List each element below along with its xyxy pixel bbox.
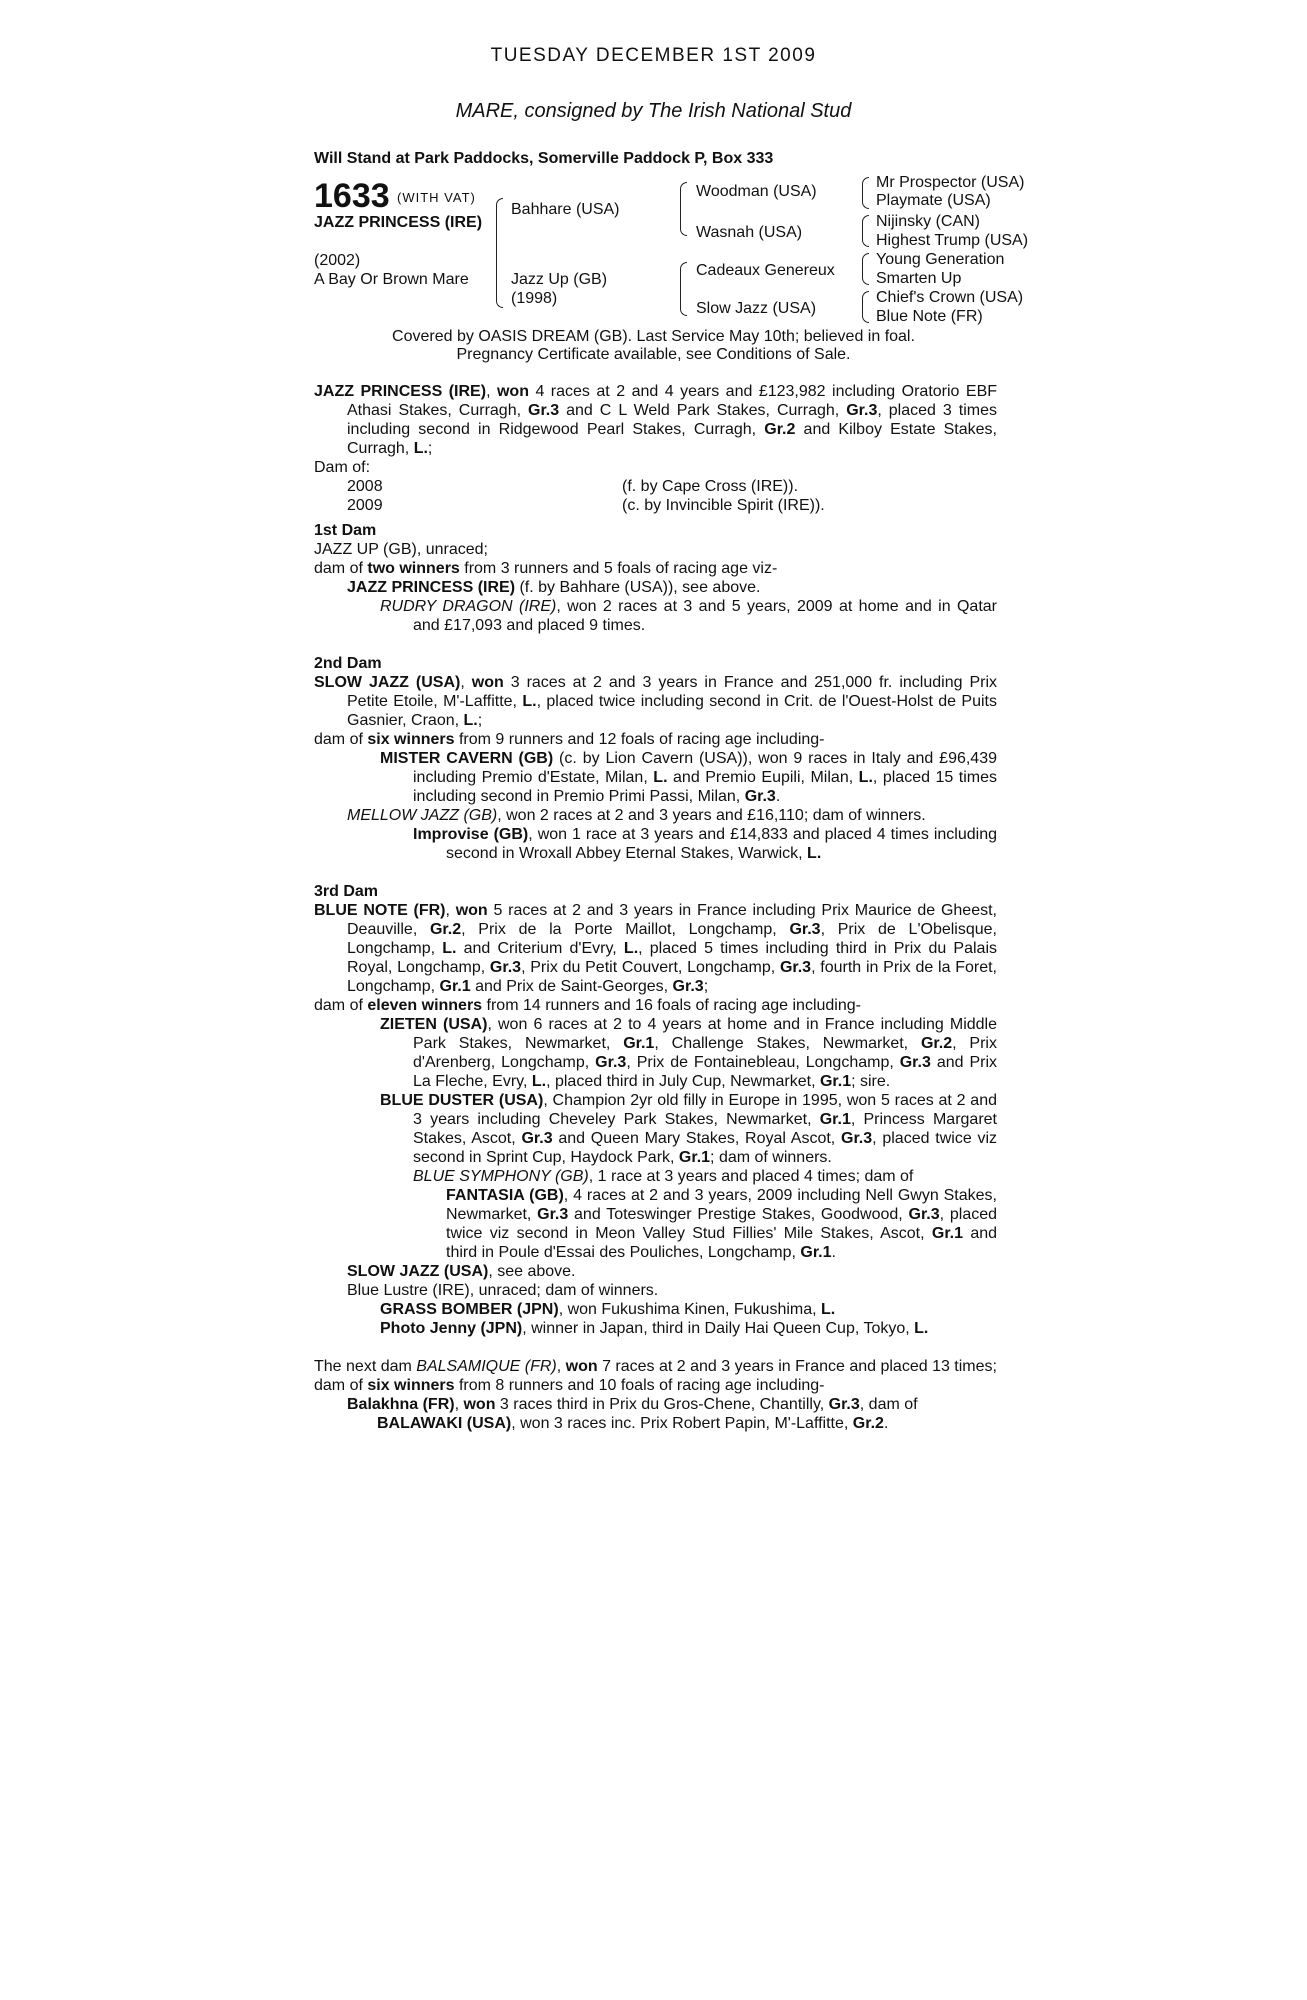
dam-of-text: dam of <box>314 997 368 1014</box>
grade-label: Gr.2 <box>920 1035 953 1052</box>
pedigree-gen3: Young Generation <box>876 251 1005 268</box>
progeny-text: ; dam of winners. <box>710 1149 832 1166</box>
progeny-name: MISTER CAVERN (GB) <box>380 750 554 767</box>
dam-of-label: Dam of: <box>314 459 371 476</box>
dam-of-text: dam of <box>314 731 368 748</box>
produce-row <box>314 496 997 515</box>
progeny-name: BLUE SYMPHONY (GB) <box>413 1168 589 1185</box>
produce-year: 2008 <box>347 478 383 495</box>
progeny-text: and third in Poule d'Essai des Pouliches, Longchamp, <box>446 1225 998 1261</box>
progeny-text: , placed third in July Cup, Newmarket, <box>546 1073 820 1090</box>
record-text: ; <box>427 440 433 457</box>
consignment-line: MARE, consigned by The Irish National Stud <box>455 100 852 122</box>
section-heading: 1st Dam <box>314 522 377 539</box>
horse-name-ref: JAZZ PRINCESS (IRE) <box>314 383 487 400</box>
progeny-text: and Premio Eupili, Milan, <box>667 769 859 786</box>
pedigree-gen2: Cadeaux Genereux <box>696 262 835 279</box>
progeny-text: . <box>883 1415 889 1432</box>
record-text: , <box>556 1358 566 1375</box>
grade-label: Gr.1 <box>819 1073 852 1090</box>
grade-label: Gr.2 <box>429 921 462 938</box>
progeny-text: (f. by Bahhare (USA)), see above. <box>515 579 761 596</box>
grade-label: Gr.1 <box>678 1149 711 1166</box>
pregnancy-line: Pregnancy Certificate available, see Conditions of Sale. <box>456 346 851 363</box>
grade-label: L. <box>821 1301 836 1318</box>
record-text: 5 races at 2 and 3 years in France including Prix Maurice de Gheest, Deauville, <box>347 902 997 938</box>
pedigree-brace <box>496 198 503 308</box>
pedigree-gen3: Mr Prospector (USA) <box>876 174 1025 191</box>
grade-label: Gr.3 <box>521 1130 553 1147</box>
grade-label: L. <box>807 845 822 862</box>
grade-label: Gr.2 <box>852 1415 884 1432</box>
grade-label: Gr.1 <box>819 1111 851 1128</box>
grade-label: L. <box>531 1073 547 1090</box>
pedigree-brace <box>862 253 869 285</box>
grade-label: Gr.3 <box>528 402 560 419</box>
grade-label: L. <box>623 940 639 957</box>
record-text: and Prix de Saint-Georges, <box>470 978 673 995</box>
pedigree-brace <box>680 262 687 316</box>
pedigree-gen3: Chief's Crown (USA) <box>876 289 1024 306</box>
pedigree-brace <box>862 215 869 247</box>
record-text: , Prix de L'Obelisque, Longchamp, <box>347 921 997 957</box>
progeny-text: , won 2 races at 2 and 3 years and £16,110; dam of winners. <box>497 807 926 824</box>
pedigree-brace <box>862 291 869 323</box>
pedigree-sire: Bahhare (USA) <box>511 201 620 218</box>
progeny-text: , placed twice viz second in Sprint Cup, Haydock Park, <box>413 1130 998 1166</box>
won-label: won <box>471 674 504 691</box>
progeny-text: , 4 races at 2 and 3 years, 2009 including Nell Gwyn Stakes, Newmarket, <box>446 1187 997 1223</box>
grade-label: L. <box>858 769 873 786</box>
progeny-text: ; sire. <box>851 1073 891 1090</box>
horse-description: A Bay Or Brown Mare <box>314 271 469 288</box>
record-text: and Kilboy Estate Stakes, Curragh, <box>347 421 997 457</box>
pedigree-gen2: Slow Jazz (USA) <box>696 300 817 317</box>
lot-number: 1633 <box>314 177 390 215</box>
second-dam-section: 2nd Dam SLOW JAZZ (USA), won 3 races at 2 and 3 years in France and 251,000 fr. including Prix Petite Etoile, M'-Laffitte, L., placed twice including second in Crit. de l'Ouest-Holst de Puits Gasnier, Craon, L.; dam of six winners from 9 runners and 12 foals of racing age including- MISTER CAVERN (GB) (c. by Lion Cavern (USA)), won 9 races in Italy and £96,439 including Premio d'Estate, Milan, L. and Premio Eupili, Milan, L., placed 15 times including second in Premio Primi Passi, Milan, Gr.3. MELLOW JAZZ (GB), won 2 races at 2 and 3 years and £16,110; dam of winners. Improvise (GB), won 1 race at 3 years and £14,833 and placed 4 times including second in Wroxall Abbey Eternal Stakes, Warwick, L. <box>314 655 998 862</box>
record-text: , placed 5 times including third in Prix du Palais Royal, Longchamp, <box>347 940 998 976</box>
won-label: won <box>463 1396 496 1413</box>
grade-label: Gr.3 <box>672 978 704 995</box>
progeny-name: GRASS BOMBER (JPN) <box>380 1301 559 1318</box>
record-text: , placed 3 times including second in Ridgewood Pearl Stakes, Curragh, <box>347 402 997 438</box>
progeny-name: RUDRY DRAGON (IRE) <box>380 598 557 615</box>
grade-label: Gr.3 <box>828 1396 860 1413</box>
progeny-text: , Prix d'Arenberg, Longchamp, <box>413 1035 997 1071</box>
progeny-text: , see above. <box>488 1263 576 1280</box>
winners-count: six winners <box>367 731 455 748</box>
record-text: 4 races at 2 and 4 years and £123,982 including Oratorio EBF Athasi Stakes, Curragh, <box>347 383 998 419</box>
pedigree-gen2: Woodman (USA) <box>696 183 817 200</box>
won-label: won <box>496 383 529 400</box>
produce-desc: (f. by Cape Cross (IRE)). <box>622 478 799 495</box>
grade-label: Gr.1 <box>623 1035 655 1052</box>
dam-name: SLOW JAZZ (USA) <box>314 674 461 691</box>
record-text: , Prix de la Porte Maillot, Longchamp, <box>461 921 790 938</box>
grade-label: Gr.3 <box>841 1130 873 1147</box>
won-label: won <box>455 902 488 919</box>
record-text: The next dam <box>314 1358 417 1375</box>
pedigree-gen3: Blue Note (FR) <box>876 308 983 325</box>
progeny-text: , won 3 races inc. Prix Robert Papin, M'-Laffitte, <box>511 1415 853 1432</box>
grade-label: Gr.1 <box>439 978 471 995</box>
pedigree-gen3: Smarten Up <box>876 270 962 287</box>
third-dam-section: 3rd Dam BLUE NOTE (FR), won 5 races at 2 and 3 years in France including Prix Maurice de Gheest, Deauville, Gr.2, Prix de la Porte Maillot, Longchamp, Gr.3, Prix de L'Obelisque, Longchamp, L. and Criterium d'Evry, L., placed 5 times including third in Prix du Palais Royal, Longchamp, Gr.3, Prix du Petit Couvert, Longchamp, Gr.3, fourth in Prix de la Foret, Longchamp, Gr.1 and Prix de Saint-Georges, Gr.3; dam of eleven winners from 14 runners and 16 foals of racing age including- ZIETEN (USA), won 6 races at 2 to 4 years at home and in France including Middle Park Stakes, Newmarket, Gr.1, Challenge Stakes, Newmarket, Gr.2, Prix d'Arenberg, Longchamp, Gr.3, Prix de Fontainebleau, Longchamp, Gr.3 and Prix La Fleche, Evry, L., placed third in July Cup, Newmarket, Gr.1; sire. BLUE DUSTER (USA), Champion 2yr old filly in Europe in 1995, won 5 races at 2 and 3 years including Cheveley Park Stakes, Newmarket, Gr.1, Princess Margaret Stakes, Ascot, Gr.3 and Queen Mary Stakes, Royal Ascot, Gr.3, placed twice viz second in Sprint Cup, Haydock Park, Gr.1; dam of winners. BLUE SYMPHONY (GB), 1 race at 3 years and placed 4 times; dam of FANTASIA (GB), 4 races at 2 and 3 years, 2009 including Nell Gwyn Stakes, Newmarket, Gr.3 and Toteswinger Prestige Stakes, Goodwood, Gr.3, placed twice viz second in Meon Valley Stud Fillies' Mile Stakes, Ascot, Gr.1 and third in Poule d'Essai des Pouliches, Longchamp, Gr.1. SLOW JAZZ (USA), see above. Blue Lustre (IRE), unraced; dam of winners. GRASS BOMBER (JPN), won Fukushima Kinen, Fukushima, L. Photo Jenny (JPN), winner in Japan, third in Daily Hai Queen Cup, Tokyo, L. <box>314 883 998 1337</box>
dam-of-text: from 8 runners and 10 foals of racing age including- <box>454 1377 825 1394</box>
grade-label: Gr.3 <box>537 1206 569 1223</box>
first-dam-line: JAZZ UP (GB), unraced; <box>314 541 488 558</box>
progeny-line: Blue Lustre (IRE), unraced; dam of winners. <box>347 1282 659 1299</box>
dam-of-text: from 3 runners and 5 foals of racing age viz- <box>459 560 778 577</box>
progeny-name: FANTASIA (GB) <box>446 1187 564 1204</box>
dam-name: BALSAMIQUE (FR) <box>416 1358 557 1375</box>
sale-date: TUESDAY DECEMBER 1ST 2009 <box>490 45 817 66</box>
progeny-text: , winner in Japan, third in Daily Hai Queen Cup, Tokyo, <box>522 1320 915 1337</box>
covering-line: Covered by OASIS DREAM (GB). Last Service May 10th; believed in foal. <box>392 328 915 345</box>
progeny-text: , placed twice viz second in Meon Valley Stud Fillies' Mile Stakes, Ascot, <box>446 1206 998 1242</box>
dam-of-text: from 14 runners and 16 foals of racing age including- <box>482 997 861 1014</box>
progeny-text: , Prix de Fontainebleau, Longchamp, <box>626 1054 900 1071</box>
winners-count: two winners <box>367 560 460 577</box>
progeny-text: , dam of <box>859 1396 918 1413</box>
dam-of-text: from 9 runners and 12 foals of racing age including- <box>454 731 825 748</box>
progeny-text: (c. by Lion Cavern (USA)), won 9 races in Italy and £96,439 including Premio d'Estate, Milan, <box>413 750 998 786</box>
progeny-text: and Prix La Fleche, Evry, <box>413 1054 998 1090</box>
produce-row <box>314 477 997 496</box>
progeny-text: , won 6 races at 2 to 4 years at home and in France including Middle Park Stakes, Newmarket, <box>413 1016 997 1052</box>
next-dam-section: The next dam BALSAMIQUE (FR), won 7 races at 2 and 3 years in France and placed 13 times; dam of six winners from 8 runners and 10 foals of racing age including- Balakhna (FR), won 3 races third in Prix du Gros-Chene, Chantilly, Gr.3, dam of BALAWAKI (USA), won 3 races inc. Prix Robert Papin, M'-Laffitte, Gr.2. <box>314 1358 997 1432</box>
stand-location: Will Stand at Park Paddocks, Somerville Paddock P, Box 333 <box>314 150 774 167</box>
winners-count: eleven winners <box>367 997 483 1014</box>
balawaki-entry <box>314 1414 997 1433</box>
progeny-text: . <box>775 788 781 805</box>
progeny-text: 3 races third in Prix du Gros-Chene, Chantilly, <box>495 1396 829 1413</box>
grade-label: Gr.3 <box>489 959 522 976</box>
pedigree-gen2: Wasnah (USA) <box>696 224 803 241</box>
grade-label: Gr.3 <box>908 1206 940 1223</box>
progeny-name: SLOW JAZZ (USA) <box>347 1263 489 1280</box>
pedigree-dam-year: (1998) <box>511 290 558 307</box>
pedigree-brace <box>862 177 869 209</box>
vat-note: (WITH VAT) <box>397 190 476 205</box>
winners-count: six winners <box>367 1377 455 1394</box>
grade-label: L. <box>522 693 537 710</box>
produce-year: 2009 <box>347 497 383 514</box>
grade-label: Gr.3 <box>779 959 812 976</box>
progeny-name: MELLOW JAZZ (GB) <box>347 807 498 824</box>
grade-label: L. <box>463 712 478 729</box>
progeny-text: , Champion 2yr old filly in Europe in 1995, won 5 races at 2 and 3 years including Cheveley Park Stakes, Newmarket, <box>413 1092 997 1128</box>
covering-note <box>0 328 1307 364</box>
grade-label: L. <box>914 1320 929 1337</box>
grade-label: Gr.3 <box>744 788 776 805</box>
grade-label: L. <box>442 940 457 957</box>
grade-label: Gr.3 <box>595 1054 627 1071</box>
horse-year: (2002) <box>314 252 361 269</box>
pedigree-dam: Jazz Up (GB) <box>511 271 608 288</box>
grade-label: Gr.3 <box>846 402 878 419</box>
grade-label: L. <box>653 769 668 786</box>
pedigree-gen3: Nijinsky (CAN) <box>876 213 980 230</box>
record-text: ; <box>703 978 709 995</box>
pedigree-gen3: Playmate (USA) <box>876 192 991 209</box>
record-text: ; <box>477 712 483 729</box>
progeny-name: ZIETEN (USA) <box>380 1016 488 1033</box>
progeny-text: and Toteswinger Prestige Stakes, Goodwood, <box>568 1206 909 1223</box>
record-text: , fourth in Prix de la Foret, Longchamp, <box>347 959 998 995</box>
grade-label: Gr.3 <box>789 921 821 938</box>
grade-label: Gr.1 <box>800 1244 832 1261</box>
race-record: JAZZ PRINCESS (IRE), won 4 races at 2 and 4 years and £123,982 including Oratorio EBF Athasi Stakes, Curragh, Gr.3 and C L Weld Park Stakes, Curragh, Gr.3, placed 3 times including second in Ridgewood Pearl Stakes, Curragh, Gr.2 and Kilboy Estate Stakes, Curragh, L.; <box>314 383 998 457</box>
section-heading: 3rd Dam <box>314 883 379 900</box>
grade-label: Gr.2 <box>764 421 796 438</box>
record-text: and C L Weld Park Stakes, Curragh, <box>559 402 847 419</box>
progeny-name: BALAWAKI (USA) <box>377 1415 512 1432</box>
grade-label: Gr.3 <box>899 1054 931 1071</box>
progeny-text: , won Fukushima Kinen, Fukushima, <box>558 1301 822 1318</box>
produce-list <box>314 458 997 515</box>
progeny-name: Improvise (GB) <box>413 826 529 843</box>
progeny-name: BLUE DUSTER (USA) <box>380 1092 544 1109</box>
dam-of-text: dam of <box>314 560 368 577</box>
record-text: and Criterium d'Evry, <box>456 940 624 957</box>
progeny-text: , Princess Margaret Stakes, Ascot, <box>413 1111 998 1147</box>
progeny-text: . <box>831 1244 836 1261</box>
progeny-name: JAZZ PRINCESS (IRE) <box>347 579 516 596</box>
won-label: won <box>565 1358 598 1375</box>
progeny-text: , Challenge Stakes, Newmarket, <box>654 1035 921 1052</box>
fantasia-entry <box>314 1186 997 1262</box>
pedigree-brace <box>680 182 687 236</box>
progeny-text: , 1 race at 3 years and placed 4 times; dam of <box>588 1168 914 1185</box>
produce-desc: (c. by Invincible Spirit (IRE)). <box>622 497 825 514</box>
horse-name: JAZZ PRINCESS (IRE) <box>314 214 483 231</box>
record-text: 3 races at 2 and 3 years in France and 251,000 fr. including Prix Petite Etoile, M'-Laffitte, <box>347 674 998 710</box>
first-dam-section <box>314 521 997 635</box>
progeny-name: Photo Jenny (JPN) <box>380 1320 523 1337</box>
progeny-text: , won 2 races at 3 and 5 years, 2009 at home and in Qatar and £17,093 and placed 9 times. <box>413 598 997 634</box>
dam-name: BLUE NOTE (FR) <box>314 902 446 919</box>
record-text: , placed twice including second in Crit. de l'Ouest-Holst de Puits Gasnier, Craon, <box>347 693 997 729</box>
record-text: 7 races at 2 and 3 years in France and placed 13 times; <box>597 1358 997 1375</box>
record-text: , Prix du Petit Couvert, Longchamp, <box>521 959 780 976</box>
grade-label: L. <box>413 440 428 457</box>
progeny-text: , placed 15 times including second in Premio Primi Passi, Milan, <box>413 769 998 805</box>
progeny-text: , won 1 race at 3 years and £14,833 and placed 4 times including second in Wroxall Abbey Eternal Stakes, Warwick, <box>446 826 998 862</box>
progeny-text: and Queen Mary Stakes, Royal Ascot, <box>552 1130 842 1147</box>
section-heading: 2nd Dam <box>314 655 382 672</box>
progeny-name: Balakhna (FR) <box>347 1396 455 1413</box>
dam-of-text: dam of <box>314 1377 368 1394</box>
pedigree-gen3: Highest Trump (USA) <box>876 232 1029 249</box>
grade-label: Gr.1 <box>931 1225 964 1242</box>
